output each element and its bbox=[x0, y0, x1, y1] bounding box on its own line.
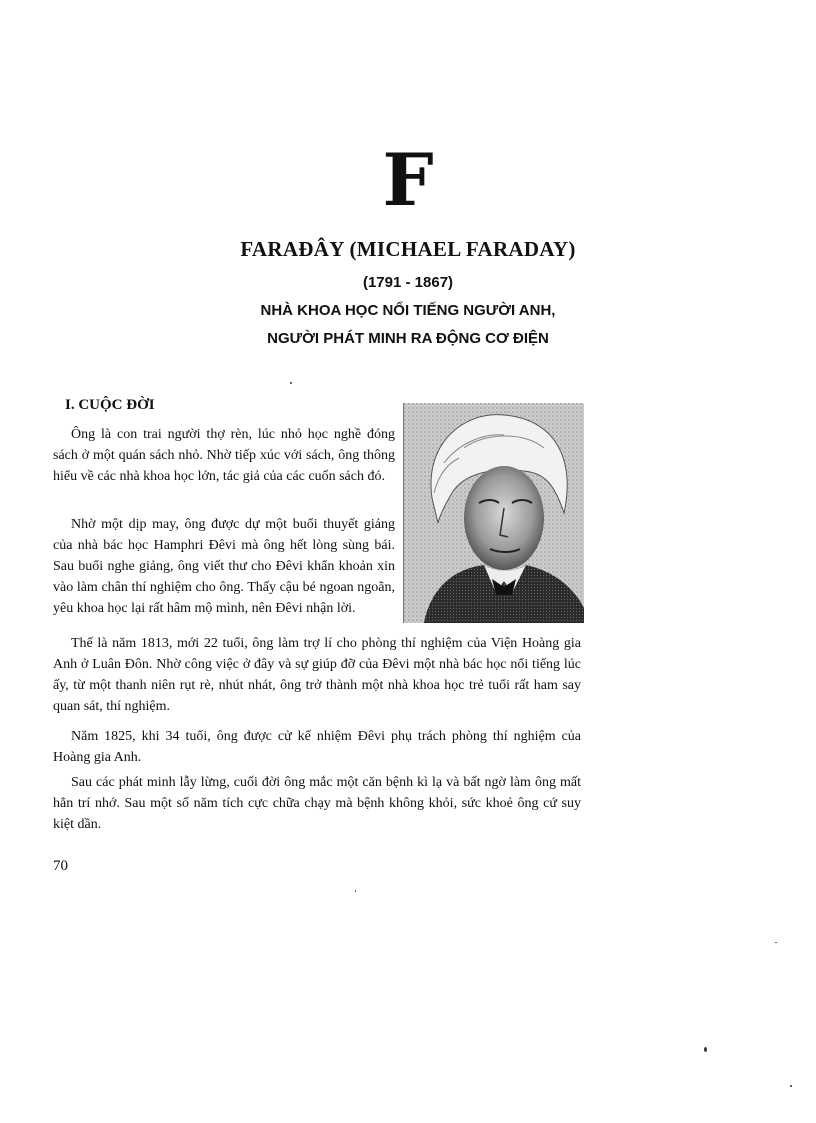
section-heading: I. CUỘC ĐỜI bbox=[65, 397, 155, 413]
scan-speck bbox=[775, 942, 777, 943]
scan-speck bbox=[290, 382, 292, 384]
scan-speck bbox=[355, 890, 356, 892]
paragraph-3: Thế là năm 1813, mới 22 tuổi, ông làm trợ lí cho phòng thí nghiệm của Viện Hoàng gia Anh ở Luân Đôn. Nhờ công việc ở đây và sự giúp đỡ của Đêvi một nhà bác học nổi tiếng lúc ấy, từ một thanh niên rụt rè, nhút nhát, ông trở thành một nhà khoa học trẻ tuổi rất ham say quan sát, thí nghiệm. bbox=[53, 636, 581, 714]
life-years: (1791 - 1867) bbox=[362, 274, 454, 291]
scan-speck bbox=[790, 1085, 792, 1087]
scan-speck bbox=[704, 1047, 707, 1052]
paragraph-2: Nhờ một dịp may, ông được dự một buổi thuyết giảng của nhà bác học Hamphri Đêvi mà ông hết lòng sùng bái. Sau buổi nghe giảng, ông viết thư cho Đêvi khẩn khoản xin vào làm chân thí nghiệm cho ông. Thấy cậu bé ngoan ngoãn, yêu khoa học lại rất hâm mộ mình, nên Đêvi nhận lời. bbox=[53, 517, 395, 616]
page-title: FARAĐÂY (MICHAEL FARADAY) bbox=[240, 237, 576, 261]
subtitle-line-1: NHÀ KHOA HỌC NỔI TIẾNG NGƯỜI ANH, bbox=[260, 302, 556, 319]
portrait-drawing bbox=[404, 403, 584, 623]
paragraph-5: Sau các phát minh lẫy lừng, cuối đời ông mắc một căn bệnh kì lạ và bất ngờ làm ông mất hẳn trí nhớ. Sau một số năm tích cực chữa chạy mà bệnh không khỏi, sức khoẻ ông cứ suy kiệt dần. bbox=[53, 775, 581, 832]
page-number: 70 bbox=[53, 858, 68, 874]
subtitle-line-2: NGƯỜI PHÁT MINH RA ĐỘNG CƠ ĐIỆN bbox=[267, 330, 549, 347]
chapter-letter: F bbox=[382, 137, 434, 222]
portrait-photo-icon bbox=[403, 403, 584, 623]
paragraph-4: Năm 1825, khi 34 tuổi, ông được cử kế nhiệm Đêvi phụ trách phòng thí nghiệm của Hoàng gia Anh. bbox=[53, 729, 581, 765]
paragraph-1: Ông là con trai người thợ rèn, lúc nhỏ học nghề đóng sách ở một quán sách nhỏ. Nhờ tiếp xúc với sách, ông thông hiểu về các nhà khoa học lớn, tác giả của các cuốn sách đó. bbox=[53, 427, 395, 484]
